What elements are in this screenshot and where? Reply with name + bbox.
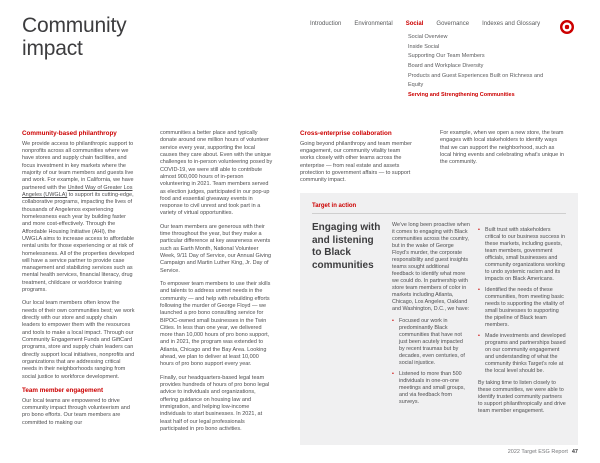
section-heading-team-member-engagement: Team member engagement <box>22 386 104 394</box>
paragraph: Our local team members often know the needs of their own communities best; we work directly with our store and supply chain leaders to empower them with the resources and tools to make a local impact. Through our Community Engagement Funds and GiftCard programs, store and supply chain leaders can directly support local initiatives, nonprofits and organizations that are addressing critical needs in their neighborhoods ranging from social justice to workforce development. <box>22 300 135 380</box>
paragraph: For example, when we open a new store, the team engages with local stakeholders to identify ways that we can support the neighborhood, such as local hiring events and celebrating what’s unique in the community. <box>440 130 565 166</box>
paragraph-text: We provide access to philanthropic support to nonprofits across all communities where we have stores and supply chain facilities, and focus investment in key markets where the majority of our team members and guests live and work. For example, in California, we have partnered with the <box>22 140 134 191</box>
nav-item-governance[interactable]: Governance <box>436 21 470 27</box>
bullet-item: • Listened to more than 500 individuals in one-on-one meetings and small groups, and via feedback from surveys. <box>392 371 470 406</box>
target-in-action-box <box>300 193 578 445</box>
target-in-action-content <box>312 222 566 420</box>
paragraph: We’ve long been proactive when it comes to engaging with Black communities across the country, but in the wake of George Floyd’s murder, the corporate responsibility and guest insights teams sought additional feedback to identify what more we could do. In partnership with store team members of color in markets including Atlanta, Chicago, Los Angeles, Oakland and Washington, D.C., we have: <box>392 222 470 313</box>
target-bullseye-logo-icon[interactable] <box>560 20 574 34</box>
bullet-item: • Focused our work in predominantly Black communities that have not just been acutely impacted by recent traumas but by decades, even centuries, of social injustice. <box>392 318 470 367</box>
subnav-item-serving-strengthening-communities[interactable]: Serving and Strengthening Communities <box>408 91 515 98</box>
subnav-item-inside-social[interactable]: Inside Social <box>408 43 440 50</box>
page-title <box>22 14 126 60</box>
column-cross-enterprise <box>300 130 413 191</box>
paragraph: Our team members are generous with their time throughout the year, but they make a particular difference at key awareness events such as Earth Month, National Volunteer Week, 9/11 Day of Service, our Annual Giving Campaign and Martin Luther King, Jr. Day of Service. <box>160 223 272 274</box>
paragraph: To empower team members to use their skills and talents to address unmet needs in the community — and help with rebuilding efforts following the murder of George Floyd — we launched a pro bono consulting service for BIPOC-owned small businesses in the Twin Cities. In less than one year, we delivered more than 10,000 hours of pro bono support, and in 2021, the program was extended to Atlanta, Chicago and the Bay Area. Looking ahead, we plan to deliver at least 10,000 hours of pro bono support every year. <box>160 280 271 368</box>
subnav-item-social-overview[interactable]: Social Overview <box>408 34 448 40</box>
paragraph: Going beyond philanthropy and team member engagement, our community vitality team works closely with other teams across the enterprise — from real estate and assets protection to government affairs — to support community impact. <box>300 140 412 184</box>
bullet-item: • Identified the needs of these communities, from meeting basic needs to supporting the vitality of small businesses to supporting the pipeline of Black team members. <box>478 287 566 329</box>
action-bullet-list-middle <box>392 318 470 406</box>
nav-item-environmental[interactable]: Environmental <box>354 21 393 27</box>
paragraph <box>22 141 135 295</box>
action-box-heading: Engaging with and listening to Black communities <box>312 222 381 271</box>
paragraph-text: to support its cutting-edge, collaborative programs, impacting the lives of thousands of Angelenos experiencing homelessness each year by building faster and more cost-effectively. Through the Affordable Housing Initiative (AHI), the UWGLA aims to increase access to affordable rental units for those experiencing or at risk of homelessness. All of the properties developed will have a service partner to provide case management and stabilizing services such as mental health services, financial literacy, drug treatment, childcare or workforce training programs. <box>22 192 135 294</box>
paragraph: communities a better place and typically donate around one million hours of volunteer service every year, supporting the local causes they care about. Even with the unique challenges to in-person volunteering posed by COVID-19, we were still able to contribute almost 900,000 hours of in-person volunteering in 2021. Team members served as election judges, participated in our pop-up food and essential giveaway events in response to civil unrest and took part in a variety of virtual opportunities. <box>160 130 273 217</box>
action-box-closing: By taking time to listen closely to these communities, we were able to identify trusted community partners to support philanthropically and drive team member engagement. <box>478 380 566 415</box>
action-bullet-list-right <box>478 227 566 375</box>
action-box-intro-column <box>392 222 470 420</box>
column-volunteerism <box>160 130 273 439</box>
nav-item-introduction[interactable]: Introduction <box>310 21 342 27</box>
bullet-item: • Made investments and developed programs and partnerships based on our community engagement and understanding of what the community thinks Target’s role at the local level should be. <box>478 333 566 375</box>
subnav-item-board-workplace-diversity[interactable]: Board and Workplace Diversity <box>408 62 484 69</box>
top-nav <box>310 21 540 27</box>
subnav-item-supporting-team-members[interactable]: Supporting Our Team Members <box>408 53 485 60</box>
column-community-philanthropy <box>22 130 135 433</box>
nav-item-social[interactable]: Social <box>405 21 424 27</box>
uwgla-link[interactable]: United Way of Greater Los Angeles (UWGLA) <box>22 184 133 199</box>
paragraph: Our local teams are empowered to drive community impact through volunteerism and pro bono efforts. Our team members are committed to making our <box>22 397 130 426</box>
bullet-item: • Built trust with stakeholders critical to our business success in these markets, including guests, team members, government officials, small businesses and community organizations working to undo systemic racism and its impacts on Black Americans. <box>478 227 566 283</box>
social-subnav <box>408 33 556 100</box>
target-in-action-label: Target in action <box>312 203 566 214</box>
action-box-right-column <box>478 222 566 420</box>
column-new-store-example <box>440 130 566 173</box>
section-heading-cross-enterprise-collaboration: Cross-enterprise collaboration <box>300 130 392 137</box>
footer-page-number: 47 <box>571 449 578 455</box>
page-title-line1: Community <box>22 14 127 37</box>
page-title-line2: impact <box>22 37 83 61</box>
nav-item-indexes-glossary[interactable]: Indexes and Glossary <box>482 21 541 27</box>
paragraph: Finally, our headquarters-based legal team provides hundreds of hours of pro bono legal advice to individuals and organizations, offering guidance on housing law and immigration, and helping low-income individuals to start businesses. In 2021, at least half of our legal professionals participated in pro bono activities. <box>160 374 270 432</box>
page-footer <box>508 449 578 455</box>
section-heading-community-based-philanthropy: Community-based philanthropy <box>22 130 117 137</box>
subnav-item-products-guest-experiences[interactable]: Products and Guest Experiences Built on Richness and Equity <box>408 72 544 89</box>
footer-report-name: 2022 Target ESG Report <box>507 449 568 455</box>
